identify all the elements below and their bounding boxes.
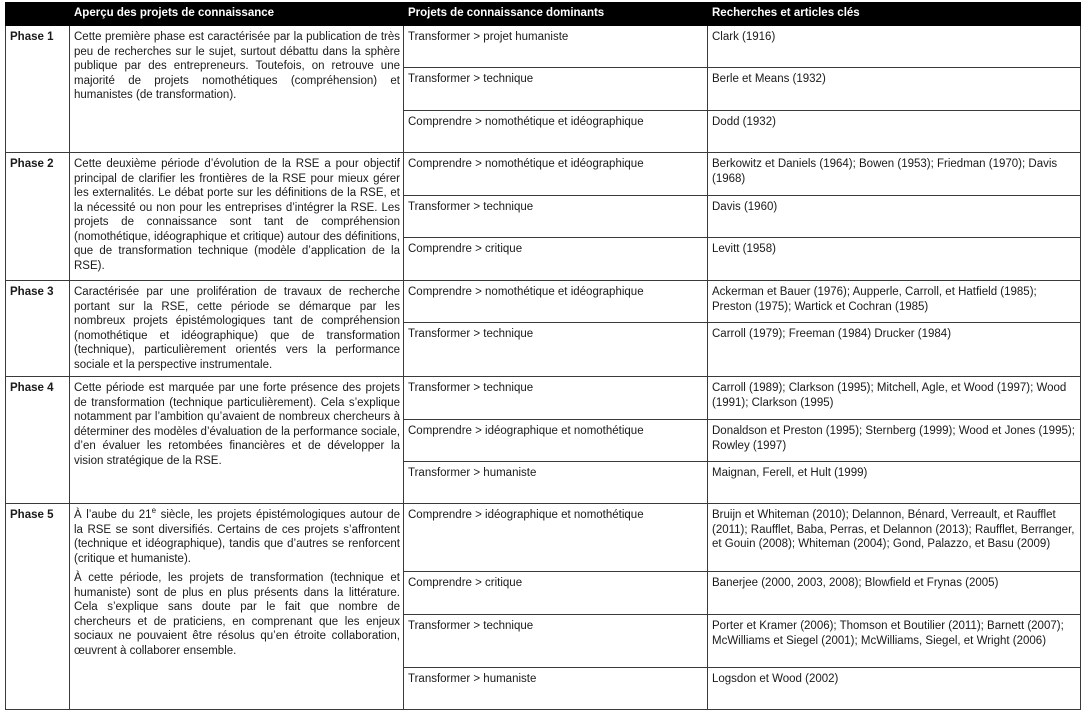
projet-cell: Comprendre > critique bbox=[404, 238, 708, 281]
recherches-cell: Logsdon et Wood (2002) bbox=[708, 668, 1081, 710]
phase-apercu bbox=[70, 504, 404, 710]
projet-cell: Comprendre > idéographique et nomothétique bbox=[404, 420, 708, 462]
recherches-cell: Carroll (1979); Freeman (1984) Drucker (1984) bbox=[708, 323, 1081, 377]
projet-cell: Comprendre > critique bbox=[404, 572, 708, 615]
apercu-paragraph: À cette période, les projets de transformation (technique et humaniste) sont de plus en plus présents dans la littérature. Cela s’explique sans doute par le fait que nombre de chercheurs et de praticiens, en comprenant que les enjeux sociaux ne pouvaient être résolus qu’en étroite collaboration, œuvrent à collaborer ensemble. bbox=[74, 572, 400, 657]
recherches-cell: Clark (1916) bbox=[708, 26, 1081, 68]
table-row bbox=[6, 377, 1081, 420]
apercu-paragraph: Cette première phase est caractérisée par la publication de très peu de recherches sur le sujet, surtout débattu dans la sphère publique par des entrepreneurs. Toutefois, on retrouve une majorité de projets nomothétiques (compréhension) et humanistes (de transformation). bbox=[74, 31, 400, 101]
phase-apercu bbox=[70, 153, 404, 281]
projet-cell: Transformer > humaniste bbox=[404, 668, 708, 710]
recherches-cell: Berkowitz et Daniels (1964); Bowen (1953); Friedman (1970); Davis (1968) bbox=[708, 153, 1081, 196]
apercu-paragraph: Caractérisée par une prolifération de travaux de recherche portant sur la RSE, cette période se démarque par les nombreux projets épistémologiques tant de compréhension (nomothétique et idéographique) que de transformation (technique), particulièrement orientés vers la performance sociale et la perspective instrumentale. bbox=[74, 286, 400, 371]
phase-apercu bbox=[70, 26, 404, 153]
phase-label: Phase 3 bbox=[6, 281, 70, 377]
projet-cell: Comprendre > nomothétique et idéographique bbox=[404, 111, 708, 153]
header-projets: Projets de connaissance dominants bbox=[404, 3, 708, 26]
projet-cell: Transformer > technique bbox=[404, 196, 708, 238]
table-row bbox=[6, 153, 1081, 196]
table-row bbox=[6, 281, 1081, 323]
phase-apercu bbox=[70, 281, 404, 377]
header-recherches: Recherches et articles clés bbox=[708, 3, 1081, 26]
projet-cell: Comprendre > nomothétique et idéographique bbox=[404, 153, 708, 196]
table-row bbox=[6, 26, 1081, 68]
phase-label: Phase 5 bbox=[6, 504, 70, 710]
apercu-text: siècle, les projets épistémologiques autour de la RSE se sont diversifiés. Certains de ces projets s’affrontent (technique et idéographique), tandis que d’autres se renforcent (critique et humaniste). bbox=[74, 509, 400, 565]
recherches-cell: Berle et Means (1932) bbox=[708, 68, 1081, 111]
projet-cell: Transformer > technique bbox=[404, 615, 708, 668]
projet-cell: Comprendre > nomothétique et idéographique bbox=[404, 281, 708, 323]
header-apercu: Aperçu des projets de connaissance bbox=[70, 3, 404, 26]
recherches-cell: Banerjee (2000, 2003, 2008); Blowfield et Frynas (2005) bbox=[708, 572, 1081, 615]
recherches-cell: Carroll (1989); Clarkson (1995); Mitchell, Agle, et Wood (1997); Wood (1991); Clarkson (1995) bbox=[708, 377, 1081, 420]
apercu-paragraph bbox=[74, 508, 400, 566]
projet-cell: Transformer > technique bbox=[404, 323, 708, 377]
phase-label: Phase 1 bbox=[6, 26, 70, 153]
phase-apercu bbox=[70, 377, 404, 504]
recherches-cell: Bruijn et Whiteman (2010); Delannon, Bénard, Verreault, et Raufflet (2011); Raufflet, Baba, Perras, et Delannon (2013); Raufflet, Berranger, et Gouin (2008); Whiteman (2004); Gond, Palazzo, et Basu (2009) bbox=[708, 504, 1081, 572]
recherches-cell: Dodd (1932) bbox=[708, 111, 1081, 153]
projet-cell: Transformer > technique bbox=[404, 68, 708, 111]
recherches-cell: Levitt (1958) bbox=[708, 238, 1081, 281]
recherches-cell: Davis (1960) bbox=[708, 196, 1081, 238]
recherches-cell: Maignan, Ferell, et Hult (1999) bbox=[708, 462, 1081, 504]
projet-cell: Comprendre > idéographique et nomothétique bbox=[404, 504, 708, 572]
recherches-cell: Ackerman et Bauer (1976); Aupperle, Carroll, et Hatfield (1985); Preston (1975); Wartick et Cochran (1985) bbox=[708, 281, 1081, 323]
phase-label: Phase 4 bbox=[6, 377, 70, 504]
apercu-paragraph: Cette deuxième période d’évolution de la RSE a pour objectif principal de clarifier les frontières de la RSE pour mieux gérer les externalités. Le débat porte sur les définitions de la RSE, et la nécessité ou non pour les entreprises d’intégrer la RSE. Les projets de connaissance sont tant de compréhension (nomothétique, idéographique et critique) autour des définitions, que de transformation technique (modèle d’application de la RSE). bbox=[74, 158, 400, 272]
recherches-cell: Porter et Kramer (2006); Thomson et Boutilier (2011); Barnett (2007); McWilliams et Siegel (2001); McWilliams, Siegel, et Wright (2006) bbox=[708, 615, 1081, 668]
rse-phases-table bbox=[5, 2, 1081, 710]
projet-cell: Transformer > projet humaniste bbox=[404, 26, 708, 68]
header-phase bbox=[6, 3, 70, 26]
phase-label: Phase 2 bbox=[6, 153, 70, 281]
superscript-e: e bbox=[151, 506, 157, 516]
table-row bbox=[6, 504, 1081, 572]
apercu-text: À l’aube du 21 bbox=[74, 509, 152, 521]
projet-cell: Transformer > humaniste bbox=[404, 462, 708, 504]
apercu-paragraph: Cette période est marquée par une forte présence des projets de transformation (technique particulièrement). Cela s’explique notamment par l’ambition qu’avaient de nombreux chercheurs à déterminer des modèles d’évaluation de la performance sociale, d’en évaluer les retombées financières et de développer la vision stratégique de la RSE. bbox=[74, 382, 401, 467]
table-header-row bbox=[6, 3, 1081, 26]
recherches-cell: Donaldson et Preston (1995); Sternberg (1999); Wood et Jones (1995); Rowley (1997) bbox=[708, 420, 1081, 462]
projet-cell: Transformer > technique bbox=[404, 377, 708, 420]
